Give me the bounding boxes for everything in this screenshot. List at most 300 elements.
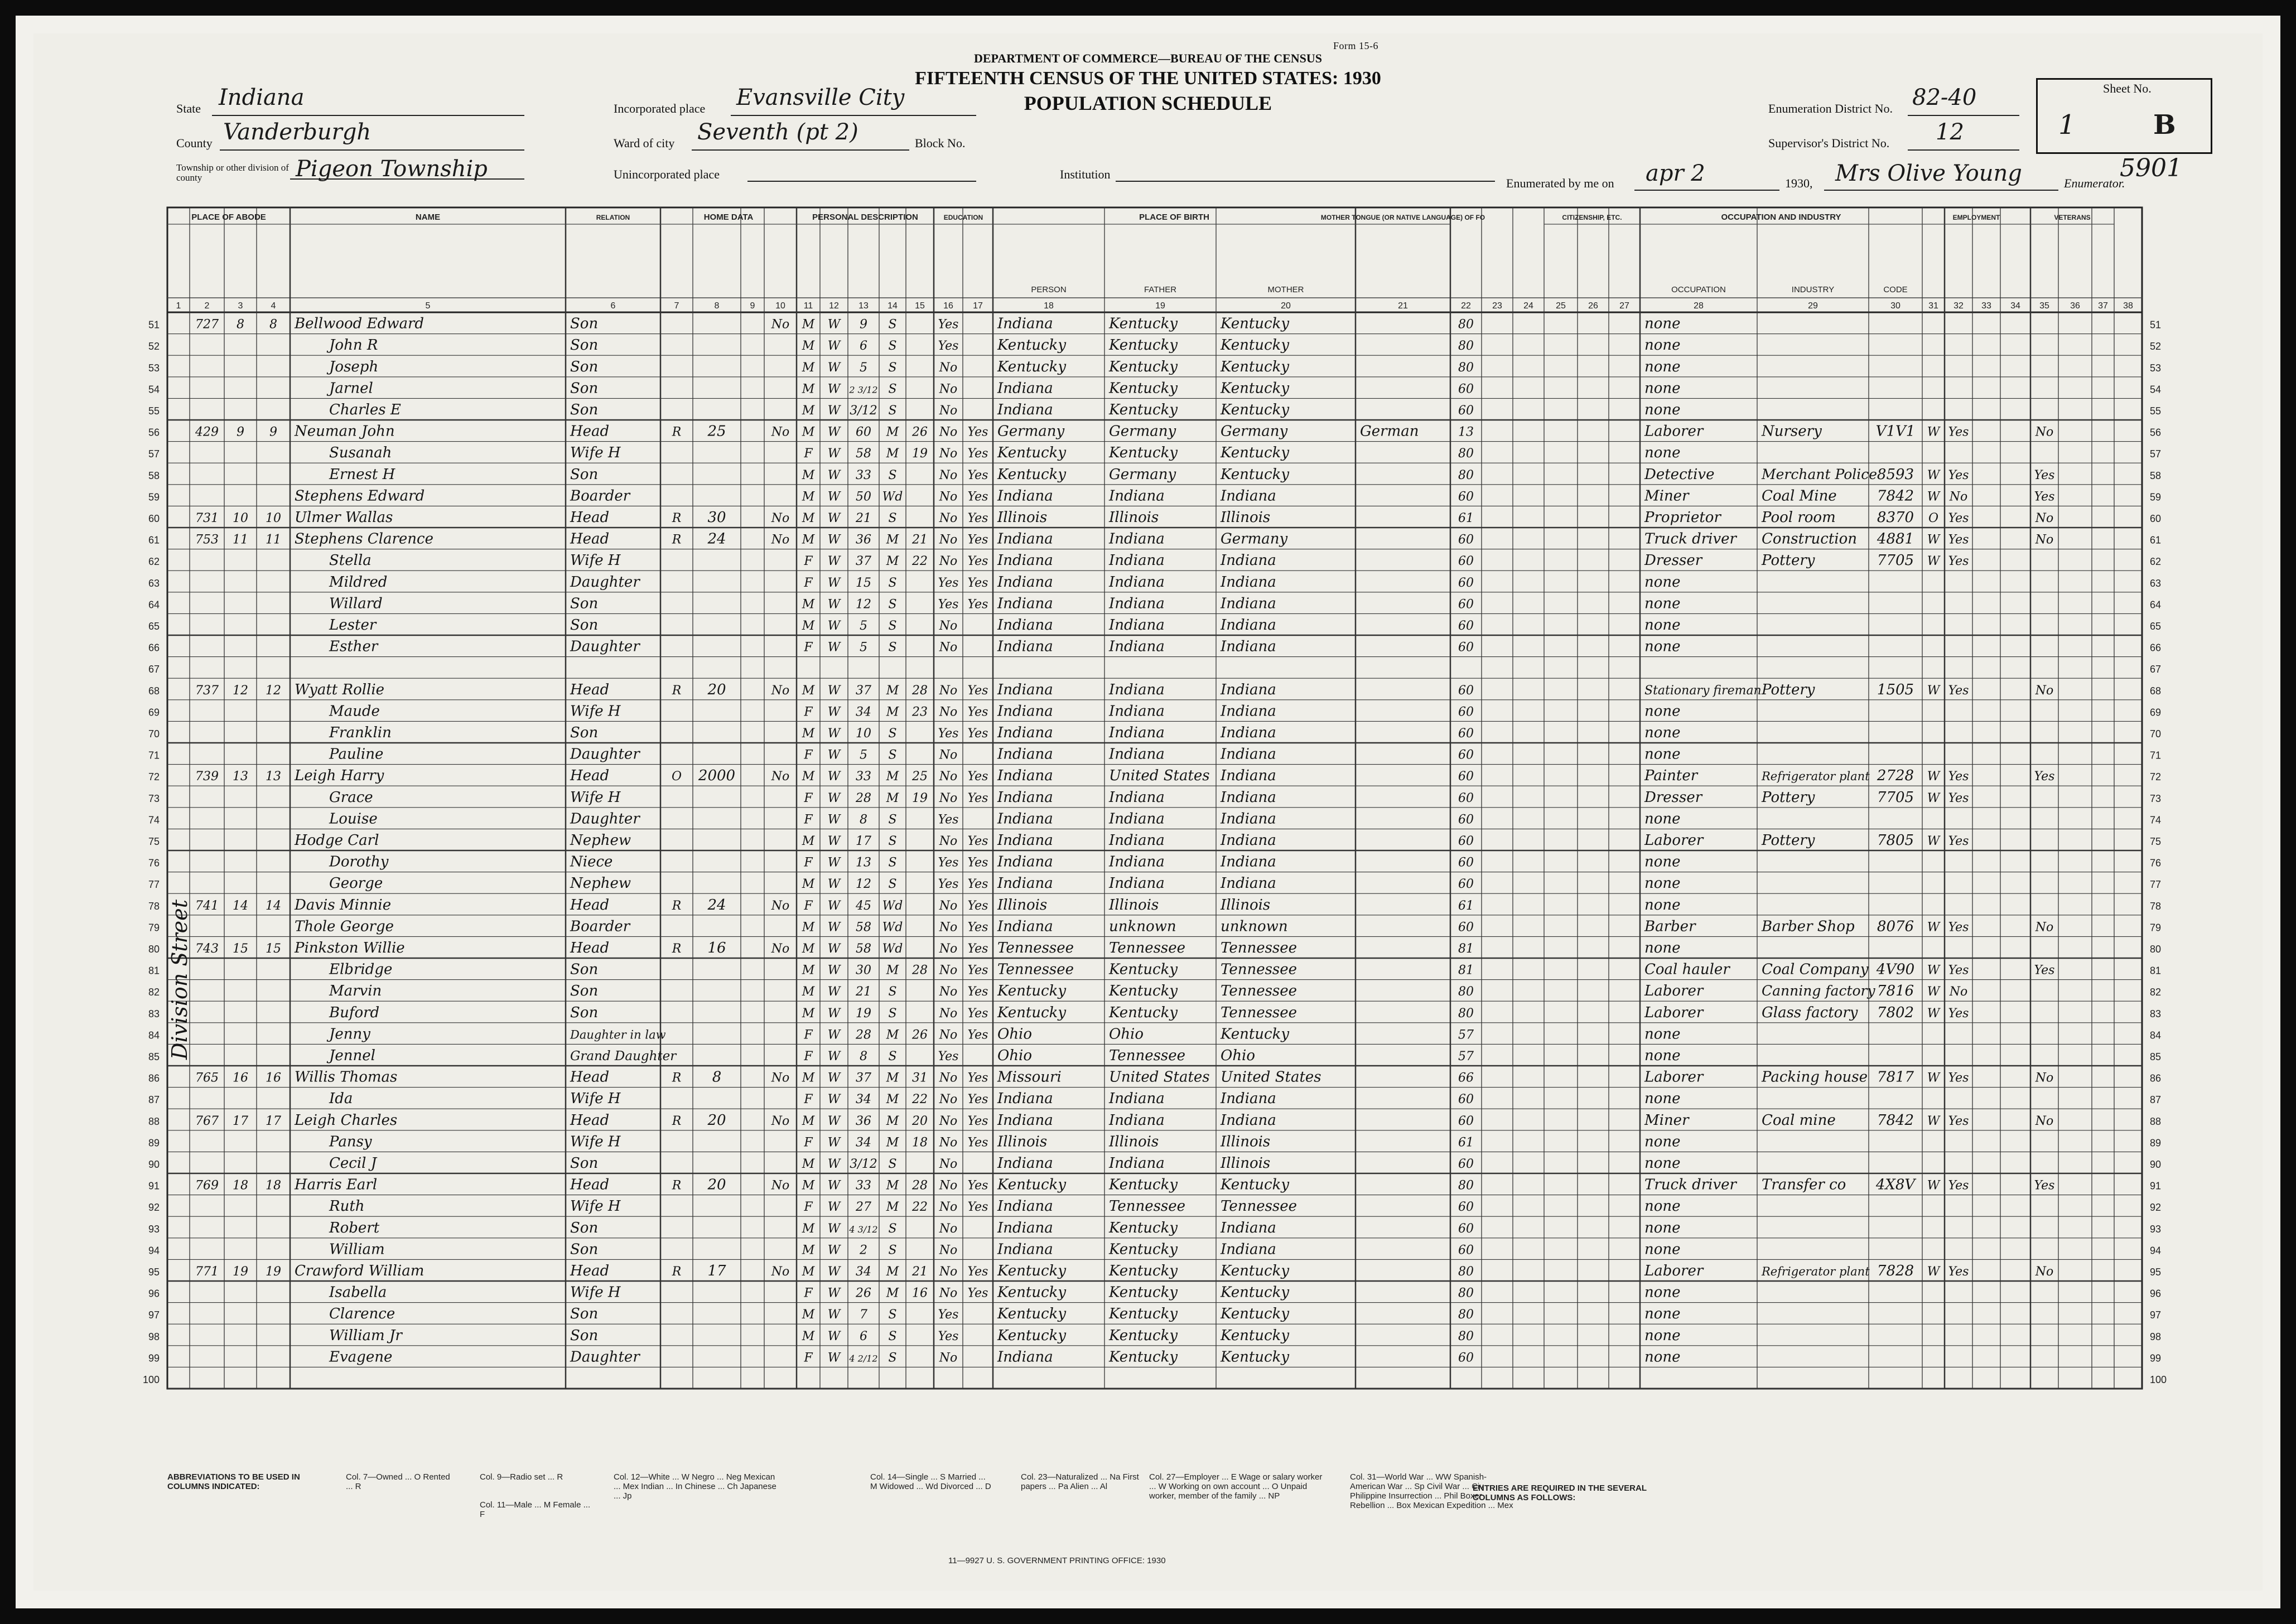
cell-sch: No [939, 683, 958, 698]
cell-bf: Indiana [1109, 638, 1165, 655]
row-number: 62 [148, 556, 160, 568]
cell-age: 9 [860, 317, 867, 332]
cell-cls: W [1927, 533, 1940, 547]
cell-bf: Illinois [1109, 896, 1159, 914]
cell-fam: 16 [266, 1071, 281, 1085]
cell-bf: United States [1109, 1069, 1210, 1086]
row-number: 82 [2150, 987, 2162, 998]
cell-bf: Indiana [1109, 487, 1165, 505]
cell-bf: Kentucky [1109, 337, 1178, 354]
cell-house: 739 [195, 770, 219, 784]
cell-dw: 17 [233, 1114, 248, 1128]
cell-rel: Wife H [570, 703, 621, 720]
cell-bf: Germany [1109, 423, 1176, 440]
cell-sch: No [939, 425, 958, 439]
cell-bm: Indiana [1221, 832, 1276, 849]
cell-sch: No [939, 619, 958, 633]
cell-name: Neuman John [295, 423, 395, 440]
cell-name: Willis Thomas [295, 1069, 398, 1086]
row-number: 72 [2150, 771, 2162, 783]
row-number: 96 [2150, 1288, 2162, 1299]
cell-read: Yes [967, 898, 988, 913]
cell-val: 16 [707, 940, 726, 956]
cell-bp: Ohio [997, 1026, 1033, 1043]
cell-code: 60 [1458, 640, 1474, 655]
cell-bm: Indiana [1221, 724, 1276, 741]
cell-val: 17 [707, 1263, 726, 1279]
cell-occ: none [1644, 337, 1681, 354]
cell-bm: Kentucky [1221, 466, 1290, 483]
cell-name: Louise [329, 810, 378, 828]
column-number: 4 [271, 301, 276, 311]
cell-sch: No [939, 533, 958, 547]
cell-bp: Indiana [997, 789, 1053, 806]
cell-occ: none [1644, 638, 1681, 655]
cell-val: 20 [707, 1176, 726, 1193]
cell-code: 60 [1458, 1093, 1474, 1107]
column-number: 11 [803, 301, 813, 311]
cell-vet: Yes [2034, 468, 2055, 482]
cell-occ: Painter [1644, 767, 1698, 785]
cell-mage: 26 [912, 425, 928, 439]
cell-house: 727 [195, 317, 219, 332]
row-number: 54 [2150, 384, 2162, 395]
cell-read: Yes [967, 1028, 988, 1042]
cell-sch: No [939, 791, 958, 805]
cell-name: Jenny [329, 1026, 370, 1043]
cell-age: 6 [860, 339, 867, 354]
cell-name: Wyatt Rollie [295, 681, 385, 698]
cell-sex: F [804, 813, 813, 827]
cell-sex: F [804, 447, 813, 461]
row-number: 53 [2150, 362, 2162, 374]
township-value: Pigeon Township [296, 156, 488, 182]
cell-fam: 11 [266, 533, 281, 547]
row-number: 56 [2150, 427, 2162, 438]
column-number: 16 [943, 301, 953, 311]
incorporated-value: Evansville City [736, 85, 905, 110]
cell-sex: M [802, 877, 815, 892]
group-heading: EMPLOYMENT [1952, 214, 2000, 221]
cell-own: R [672, 683, 682, 698]
cell-bm: Illinois [1221, 1133, 1271, 1151]
cell-ms: S [888, 985, 897, 999]
cell-ms: M [886, 554, 899, 569]
cell-sex: F [804, 1135, 813, 1150]
cell-sex: M [802, 425, 815, 439]
cell-race: W [827, 1157, 841, 1171]
cell-ms: M [886, 425, 899, 439]
group-heading: OCCUPATION AND INDUSTRY [1721, 212, 1841, 222]
row-number: 78 [2150, 900, 2162, 912]
cell-emp: Yes [1948, 1006, 1969, 1021]
cell-race: W [827, 317, 841, 332]
cell-bm: Tennessee [1221, 1004, 1297, 1021]
cell-sch: Yes [938, 1329, 959, 1343]
schedule-title: POPULATION SCHEDULE [1024, 92, 1272, 114]
cell-name: George [329, 875, 383, 892]
cell-ind: Pottery [1762, 832, 1815, 849]
cell-dw: 14 [233, 898, 248, 913]
cell-sex: F [804, 640, 813, 655]
cell-ocode: 4X8V [1875, 1176, 1916, 1193]
cell-mage: 20 [912, 1114, 928, 1128]
row-number: 71 [2150, 750, 2162, 761]
cell-code: 60 [1458, 834, 1474, 848]
cell-code: 60 [1458, 490, 1474, 504]
cell-ocode: 2728 [1877, 767, 1914, 785]
cell-ms: S [888, 1221, 897, 1236]
cell-age: 8 [860, 1050, 867, 1064]
cell-bp: Indiana [997, 487, 1053, 505]
cell-ms: M [886, 447, 899, 461]
column-number: 2 [204, 301, 210, 311]
row-number: 57 [2150, 448, 2162, 460]
cell-sex: M [802, 683, 815, 698]
cell-mage: 28 [912, 963, 928, 978]
cell-emp: Yes [1948, 1265, 1969, 1279]
cell-bf: Indiana [1109, 573, 1165, 591]
cell-bm: Germany [1221, 530, 1288, 548]
column-number: 7 [674, 301, 679, 311]
cell-mage: 19 [912, 791, 928, 805]
cell-ms: S [888, 1351, 897, 1365]
cell-bf: Kentucky [1109, 1327, 1178, 1344]
cell-sch: Yes [938, 877, 959, 892]
row-number: 55 [2150, 405, 2162, 417]
cell-rel: Head [570, 1263, 610, 1279]
cell-rel: Son [570, 961, 599, 978]
cell-race: W [827, 877, 841, 892]
cell-race: W [827, 1308, 841, 1322]
cell-sex: M [802, 597, 815, 612]
cell-code: 13 [1458, 425, 1474, 439]
cell-race: W [827, 339, 841, 354]
cell-cls: W [1927, 683, 1940, 698]
cell-age: 33 [856, 770, 871, 784]
cell-sch: No [939, 705, 958, 719]
cell-name: Thole George [295, 918, 394, 935]
group-heading: HOME DATA [703, 212, 754, 222]
cell-race: W [827, 533, 841, 547]
cell-rel: Wife H [570, 1133, 621, 1151]
column-number: 6 [610, 301, 616, 311]
column-number: 17 [973, 301, 983, 311]
row-number: 75 [2150, 836, 2162, 847]
cell-emp: No [1949, 490, 1968, 504]
cell-ms: M [886, 1286, 899, 1301]
enum-district-label: Enumeration District No. [1768, 102, 1893, 115]
cell-bf: Kentucky [1109, 983, 1178, 1000]
cell-bp: Indiana [997, 1090, 1053, 1108]
cell-cls: W [1927, 770, 1940, 784]
cell-bf: Kentucky [1109, 444, 1178, 462]
cell-ind: Pottery [1762, 681, 1815, 698]
cell-sex: F [804, 1028, 813, 1042]
cell-bm: Indiana [1221, 681, 1276, 698]
cell-ms: S [888, 404, 897, 418]
cell-rel: Daughter [570, 1348, 640, 1366]
cell-ind: Coal mine [1762, 1111, 1836, 1129]
cell-age: 37 [856, 554, 871, 569]
cell-ms: M [886, 705, 899, 719]
cell-emp: No [1949, 985, 1968, 999]
cell-val: 30 [707, 509, 726, 526]
cell-name: Ruth [329, 1198, 365, 1215]
cell-sex: M [802, 1329, 815, 1343]
cell-name: Marvin [329, 983, 382, 1000]
cell-bm: Kentucky [1221, 1306, 1290, 1323]
incorporated-label: Incorporated place [614, 102, 706, 115]
cell-read: Yes [967, 490, 988, 504]
cell-rel: Daughter [570, 638, 640, 655]
cell-ms: S [888, 1006, 897, 1021]
cell-fam: 9 [269, 425, 277, 439]
cell-sch: No [939, 985, 958, 999]
cell-occ: none [1644, 853, 1681, 871]
stamp-number: 5901 [2120, 154, 2182, 182]
cell-race: W [827, 404, 841, 418]
cell-farm: No [771, 533, 790, 547]
cell-cls: W [1927, 425, 1940, 439]
cell-race: W [827, 813, 841, 827]
cell-cls: W [1927, 1006, 1940, 1021]
cell-sch: No [939, 1265, 958, 1279]
cell-sch: No [939, 1006, 958, 1021]
cell-sex: M [802, 727, 815, 741]
cell-house: 743 [195, 942, 219, 956]
cell-bp: Indiana [997, 724, 1053, 741]
cell-bm: Tennessee [1221, 983, 1297, 1000]
cell-bp: Indiana [997, 552, 1053, 569]
cell-occ: Laborer [1644, 1004, 1704, 1021]
cell-race: W [827, 985, 841, 999]
cell-age: 45 [856, 898, 871, 913]
cell-ms: S [888, 597, 897, 612]
cell-age: 13 [856, 856, 871, 870]
abbrev-col9: Col. 9—Radio set ... R [480, 1472, 563, 1482]
column-number: 13 [858, 301, 869, 311]
cell-age: 34 [856, 1265, 871, 1279]
cell-age: 21 [856, 985, 871, 999]
row-number: 66 [148, 642, 160, 654]
cell-sch: Yes [938, 597, 959, 612]
cell-rel: Nephew [570, 875, 631, 892]
cell-occ: none [1644, 1348, 1681, 1366]
row-number: 82 [148, 987, 160, 998]
cell-fam: 15 [266, 942, 281, 956]
cell-val: 8 [712, 1069, 722, 1086]
cell-mage: 31 [912, 1071, 928, 1085]
cell-mage: 22 [912, 1200, 928, 1215]
cell-age: 37 [856, 1071, 871, 1085]
cell-ms: S [888, 1329, 897, 1343]
cell-bf: Indiana [1109, 875, 1165, 892]
cell-occ: Truck driver [1644, 1176, 1737, 1193]
cell-rel: Niece [570, 853, 613, 871]
cell-bp: Tennessee [997, 940, 1074, 956]
row-number: 81 [148, 965, 160, 977]
cell-rel: Son [570, 595, 599, 612]
cell-ms: M [886, 1028, 899, 1042]
cell-race: W [827, 619, 841, 633]
row-number: 85 [2150, 1051, 2162, 1062]
cell-bp: Kentucky [997, 983, 1067, 1000]
cell-occ: Dresser [1644, 552, 1702, 569]
cell-occ: none [1644, 1241, 1681, 1258]
cell-read: Yes [967, 1200, 988, 1215]
cell-age: 34 [856, 705, 871, 719]
cell-ms: M [886, 1135, 899, 1150]
cell-vet: No [2035, 533, 2054, 547]
cell-sch: No [939, 963, 958, 978]
row-number: 64 [2150, 599, 2162, 611]
cell-ind: Canning factory [1762, 983, 1875, 999]
row-number: 88 [2150, 1115, 2162, 1127]
cell-sch: No [939, 1286, 958, 1301]
cell-bp: Indiana [997, 810, 1053, 828]
cell-code: 57 [1458, 1028, 1474, 1042]
cell-sex: F [804, 856, 813, 870]
cell-sch: No [939, 942, 958, 956]
cell-house: 737 [195, 683, 219, 698]
cell-race: W [827, 683, 841, 698]
column-number: 23 [1492, 301, 1502, 311]
cell-bf: Kentucky [1109, 315, 1178, 332]
cell-sch: No [939, 554, 958, 569]
row-number: 69 [2150, 707, 2162, 718]
cell-rel: Son [570, 1219, 599, 1236]
cell-name: Susanah [329, 444, 392, 462]
group-heading: RELATION [596, 214, 630, 221]
cell-farm: No [771, 1178, 790, 1193]
cell-read: Yes [967, 554, 988, 569]
cell-bm: Kentucky [1221, 1176, 1290, 1193]
cell-race: W [827, 1351, 841, 1365]
cell-sch: No [939, 404, 958, 418]
cell-read: Yes [967, 447, 988, 461]
cell-bm: Germany [1221, 423, 1288, 440]
cell-race: W [827, 468, 841, 482]
column-number: 1 [176, 301, 181, 311]
cell-bf: Kentucky [1109, 380, 1178, 397]
cell-race: W [827, 705, 841, 719]
cell-vet: No [2035, 511, 2054, 525]
enumerated-label: Enumerated by me on [1506, 176, 1614, 190]
cell-name: Grace [329, 789, 373, 806]
cell-occ: Laborer [1644, 1069, 1704, 1086]
cell-code: 60 [1458, 856, 1474, 870]
cell-sex: M [802, 1308, 815, 1322]
cell-code: 60 [1458, 877, 1474, 892]
cell-ms: Wd [882, 920, 903, 935]
column-number: 18 [1044, 301, 1054, 311]
cell-sch: Yes [938, 1308, 959, 1322]
cell-sch: Yes [938, 339, 959, 354]
row-number: 94 [148, 1245, 160, 1256]
cell-read: Yes [967, 1286, 988, 1301]
cell-name: Joseph [329, 358, 379, 375]
cell-occ: none [1644, 940, 1681, 956]
cell-ms: S [888, 1243, 897, 1258]
cell-ms: S [888, 511, 897, 525]
cell-bm: Kentucky [1221, 1327, 1290, 1344]
cell-own: R [672, 511, 682, 525]
abbrev-col31: Col. 31—World War ... WW Spanish-American War ... Sp Civil War ... Civ Philippine Insurrection ... Phil Boxer Rebellion ... Box Mexican Expedition ... Mex [1350, 1472, 1513, 1510]
cell-age: 37 [856, 683, 871, 698]
cell-race: W [827, 1093, 841, 1107]
cell-bf: Kentucky [1109, 1004, 1178, 1021]
cell-sch: No [939, 468, 958, 482]
cell-code: 60 [1458, 791, 1474, 805]
cell-race: W [827, 1135, 841, 1150]
group-heading: NAME [415, 212, 441, 222]
cell-ms: M [886, 1071, 899, 1085]
column-number: 27 [1619, 301, 1629, 311]
cell-occ: Laborer [1644, 983, 1704, 1000]
column-number: 34 [2010, 301, 2020, 311]
column-number: 30 [1890, 301, 1901, 311]
cell-bf: United States [1109, 767, 1210, 785]
cell-rel: Son [570, 380, 599, 397]
row-number: 95 [148, 1267, 160, 1278]
cell-code: 80 [1458, 1329, 1474, 1343]
row-number: 72 [148, 771, 160, 783]
cell-bm: Illinois [1221, 509, 1271, 526]
cell-bp: Indiana [997, 617, 1053, 634]
cell-val: 25 [707, 423, 726, 440]
cell-mage: 22 [912, 554, 928, 569]
cell-ocode: 7816 [1877, 983, 1914, 1000]
enumerator-label: Enumerator. [2064, 176, 2125, 190]
cell-code: 60 [1458, 748, 1474, 762]
cell-name: Crawford William [295, 1263, 425, 1279]
cell-race: W [827, 942, 841, 956]
cell-cls: W [1927, 554, 1940, 569]
cell-code: 60 [1458, 554, 1474, 569]
cell-race: W [827, 490, 841, 504]
row-number: 97 [2150, 1309, 2162, 1321]
enumerated-date: apr 2 [1646, 161, 1705, 186]
cell-occ: Proprietor [1644, 509, 1721, 526]
cell-occ: none [1644, 1284, 1681, 1301]
cell-read: Yes [967, 533, 988, 547]
cell-name: William Jr [329, 1327, 402, 1344]
row-number: 84 [148, 1030, 160, 1041]
cell-bm: Tennessee [1221, 940, 1297, 956]
row-number: 60 [2150, 513, 2162, 524]
cell-age: 3/12 [850, 1157, 877, 1171]
cell-code: 80 [1458, 985, 1474, 999]
cell-code: 60 [1458, 1351, 1474, 1365]
cell-sex: M [802, 942, 815, 956]
cell-bm: United States [1221, 1069, 1321, 1086]
cell-mage: 19 [912, 447, 928, 461]
cell-name: Stephens Clarence [295, 530, 433, 548]
cell-age: 50 [856, 490, 871, 504]
cell-bp: Kentucky [997, 1004, 1067, 1021]
row-number: 100 [2150, 1374, 2167, 1385]
cell-code: 66 [1458, 1071, 1474, 1085]
cell-house: 429 [195, 425, 219, 439]
cell-age: 33 [856, 1178, 871, 1193]
cell-sex: M [802, 1071, 815, 1085]
cell-val: 24 [707, 530, 726, 548]
cell-code: 60 [1458, 533, 1474, 547]
ward-value: Seventh (pt 2) [697, 119, 858, 145]
row-number: 57 [148, 448, 160, 460]
cell-ms: M [886, 791, 899, 805]
